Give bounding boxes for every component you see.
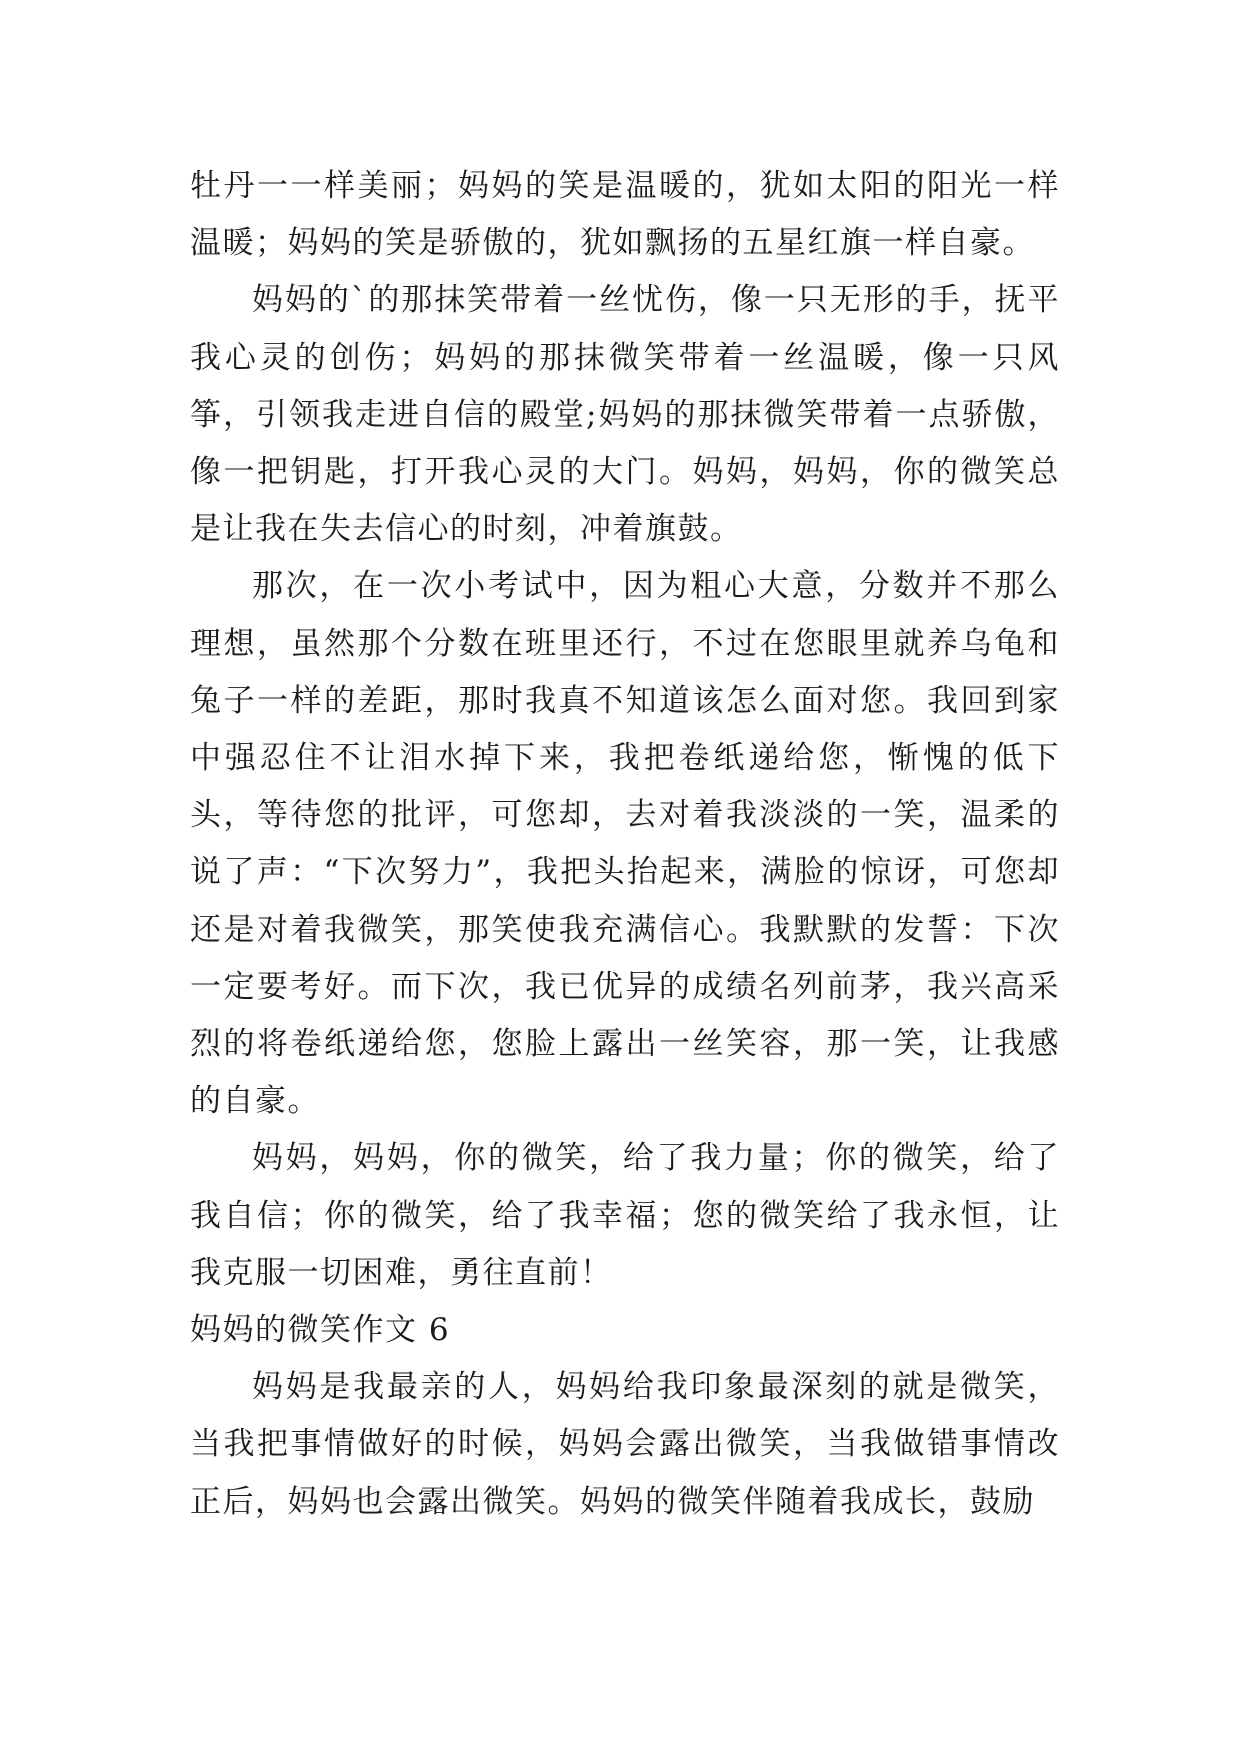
paragraph-1: 牡丹一一样美丽；妈妈的笑是温暖的，犹如太阳的阳光一样温暖；妈妈的笑是骄傲的，犹如飘扬的五星红旗一样自豪。: [190, 168, 1060, 262]
paragraph-4: 妈妈，妈妈，你的微笑，给了我力量；你的微笑，给了我自信；你的微笑，给了我幸福；您的微笑给了我永恒，让我克服一切困难，勇往直前！: [190, 1140, 1060, 1291]
section-title: 妈妈的微笑作文 6: [190, 1312, 451, 1349]
paragraph-2: 妈妈的`的那抹笑带着一丝忧伤，像一只无形的手，抚平我心灵的创伤；妈妈的那抹微笑带着一丝温暖，像一只风筝，引领我走进自信的殿堂;妈妈的那抹微笑带着一点骄傲，像一把钥匙，打开我心灵的大门。妈妈，妈妈，你的微笑总是让我在失去信心的时刻，冲着旗鼓。: [190, 282, 1060, 548]
paragraph-3: 那次，在一次小考试中，因为粗心大意，分数并不那么理想，虽然那个分数在班里还行，不过在您眼里就养乌龟和兔子一样的差距，那时我真不知道该怎么面对您。我回到家中强忍住不让泪水掉下来，我把卷纸递给您，惭愧的低下头，等待您的批评，可您却，去对着我淡淡的一笑，温柔的说了声：“下次努力”，我把头抬起来，满脸的惊讶，可您却还是对着我微笑，那笑使我充满信心。我默默的发誓：下次一定要考好。而下次，我已优异的成绩名列前茅，我兴高采烈的将卷纸递给您，您脸上露出一丝笑容，那一笑，让我感的自豪。: [190, 568, 1060, 1120]
paragraph-5: 妈妈是我最亲的人，妈妈给我印象最深刻的就是微笑，当我把事情做好的时候，妈妈会露出微笑，当我做错事情改正后，妈妈也会露出微笑。妈妈的微笑伴随着我成长，鼓励: [190, 1369, 1060, 1520]
document-body: [190, 158, 1060, 1531]
